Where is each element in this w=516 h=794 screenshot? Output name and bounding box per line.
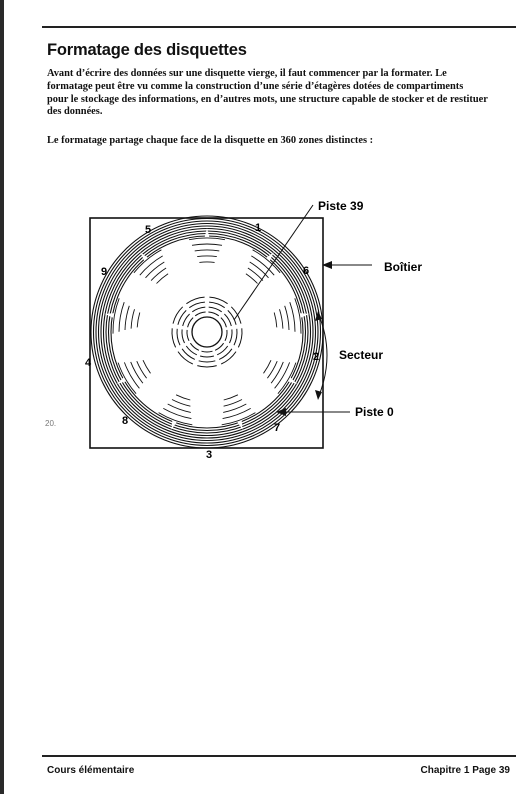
sector-number-4: 4 (85, 357, 92, 369)
center-hole (192, 317, 222, 347)
sector-number-3: 3 (206, 449, 213, 461)
sector-number-5: 5 (145, 224, 152, 236)
intro-line: pour le stockage des informations, en d’autres mots, une structure capable de stocker et de restituer (47, 93, 488, 105)
intro-line: Avant d’écrire des données sur une disquette vierge, il faut commencer par la formater. Le (47, 68, 447, 79)
diskette-diagram (0, 180, 516, 470)
track0-label: Piste 0 (355, 405, 394, 419)
margin-note: 20. (45, 419, 57, 428)
sector-number-1: 1 (255, 222, 262, 234)
footer-right: Chapitre 1 Page 39 (420, 765, 510, 776)
intro-line: formatage peut être vu comme la construction d’une série d’étagères dotées de compartiments (47, 80, 464, 92)
track39-label: Piste 39 (318, 199, 364, 213)
intro-line: des données. (47, 106, 103, 118)
bottom-rule (42, 755, 516, 757)
disk-art (91, 216, 323, 448)
housing-label: Boîtier (384, 260, 423, 274)
sector-number-6: 6 (303, 265, 310, 277)
page-title: Formatage des disquettes (47, 41, 247, 59)
sector-label: Secteur (339, 348, 384, 362)
sector-number-8: 8 (122, 415, 129, 427)
sector-number-9: 9 (101, 266, 108, 278)
sector-number-2: 2 (313, 351, 320, 363)
sector-number-7: 7 (274, 422, 281, 434)
top-rule (42, 26, 516, 28)
intro-paragraph (47, 68, 516, 119)
footer-left: Cours élémentaire (47, 765, 135, 776)
format-paragraph: Le formatage partage chaque face de la disquette en 360 zones distinctes : (47, 135, 374, 146)
